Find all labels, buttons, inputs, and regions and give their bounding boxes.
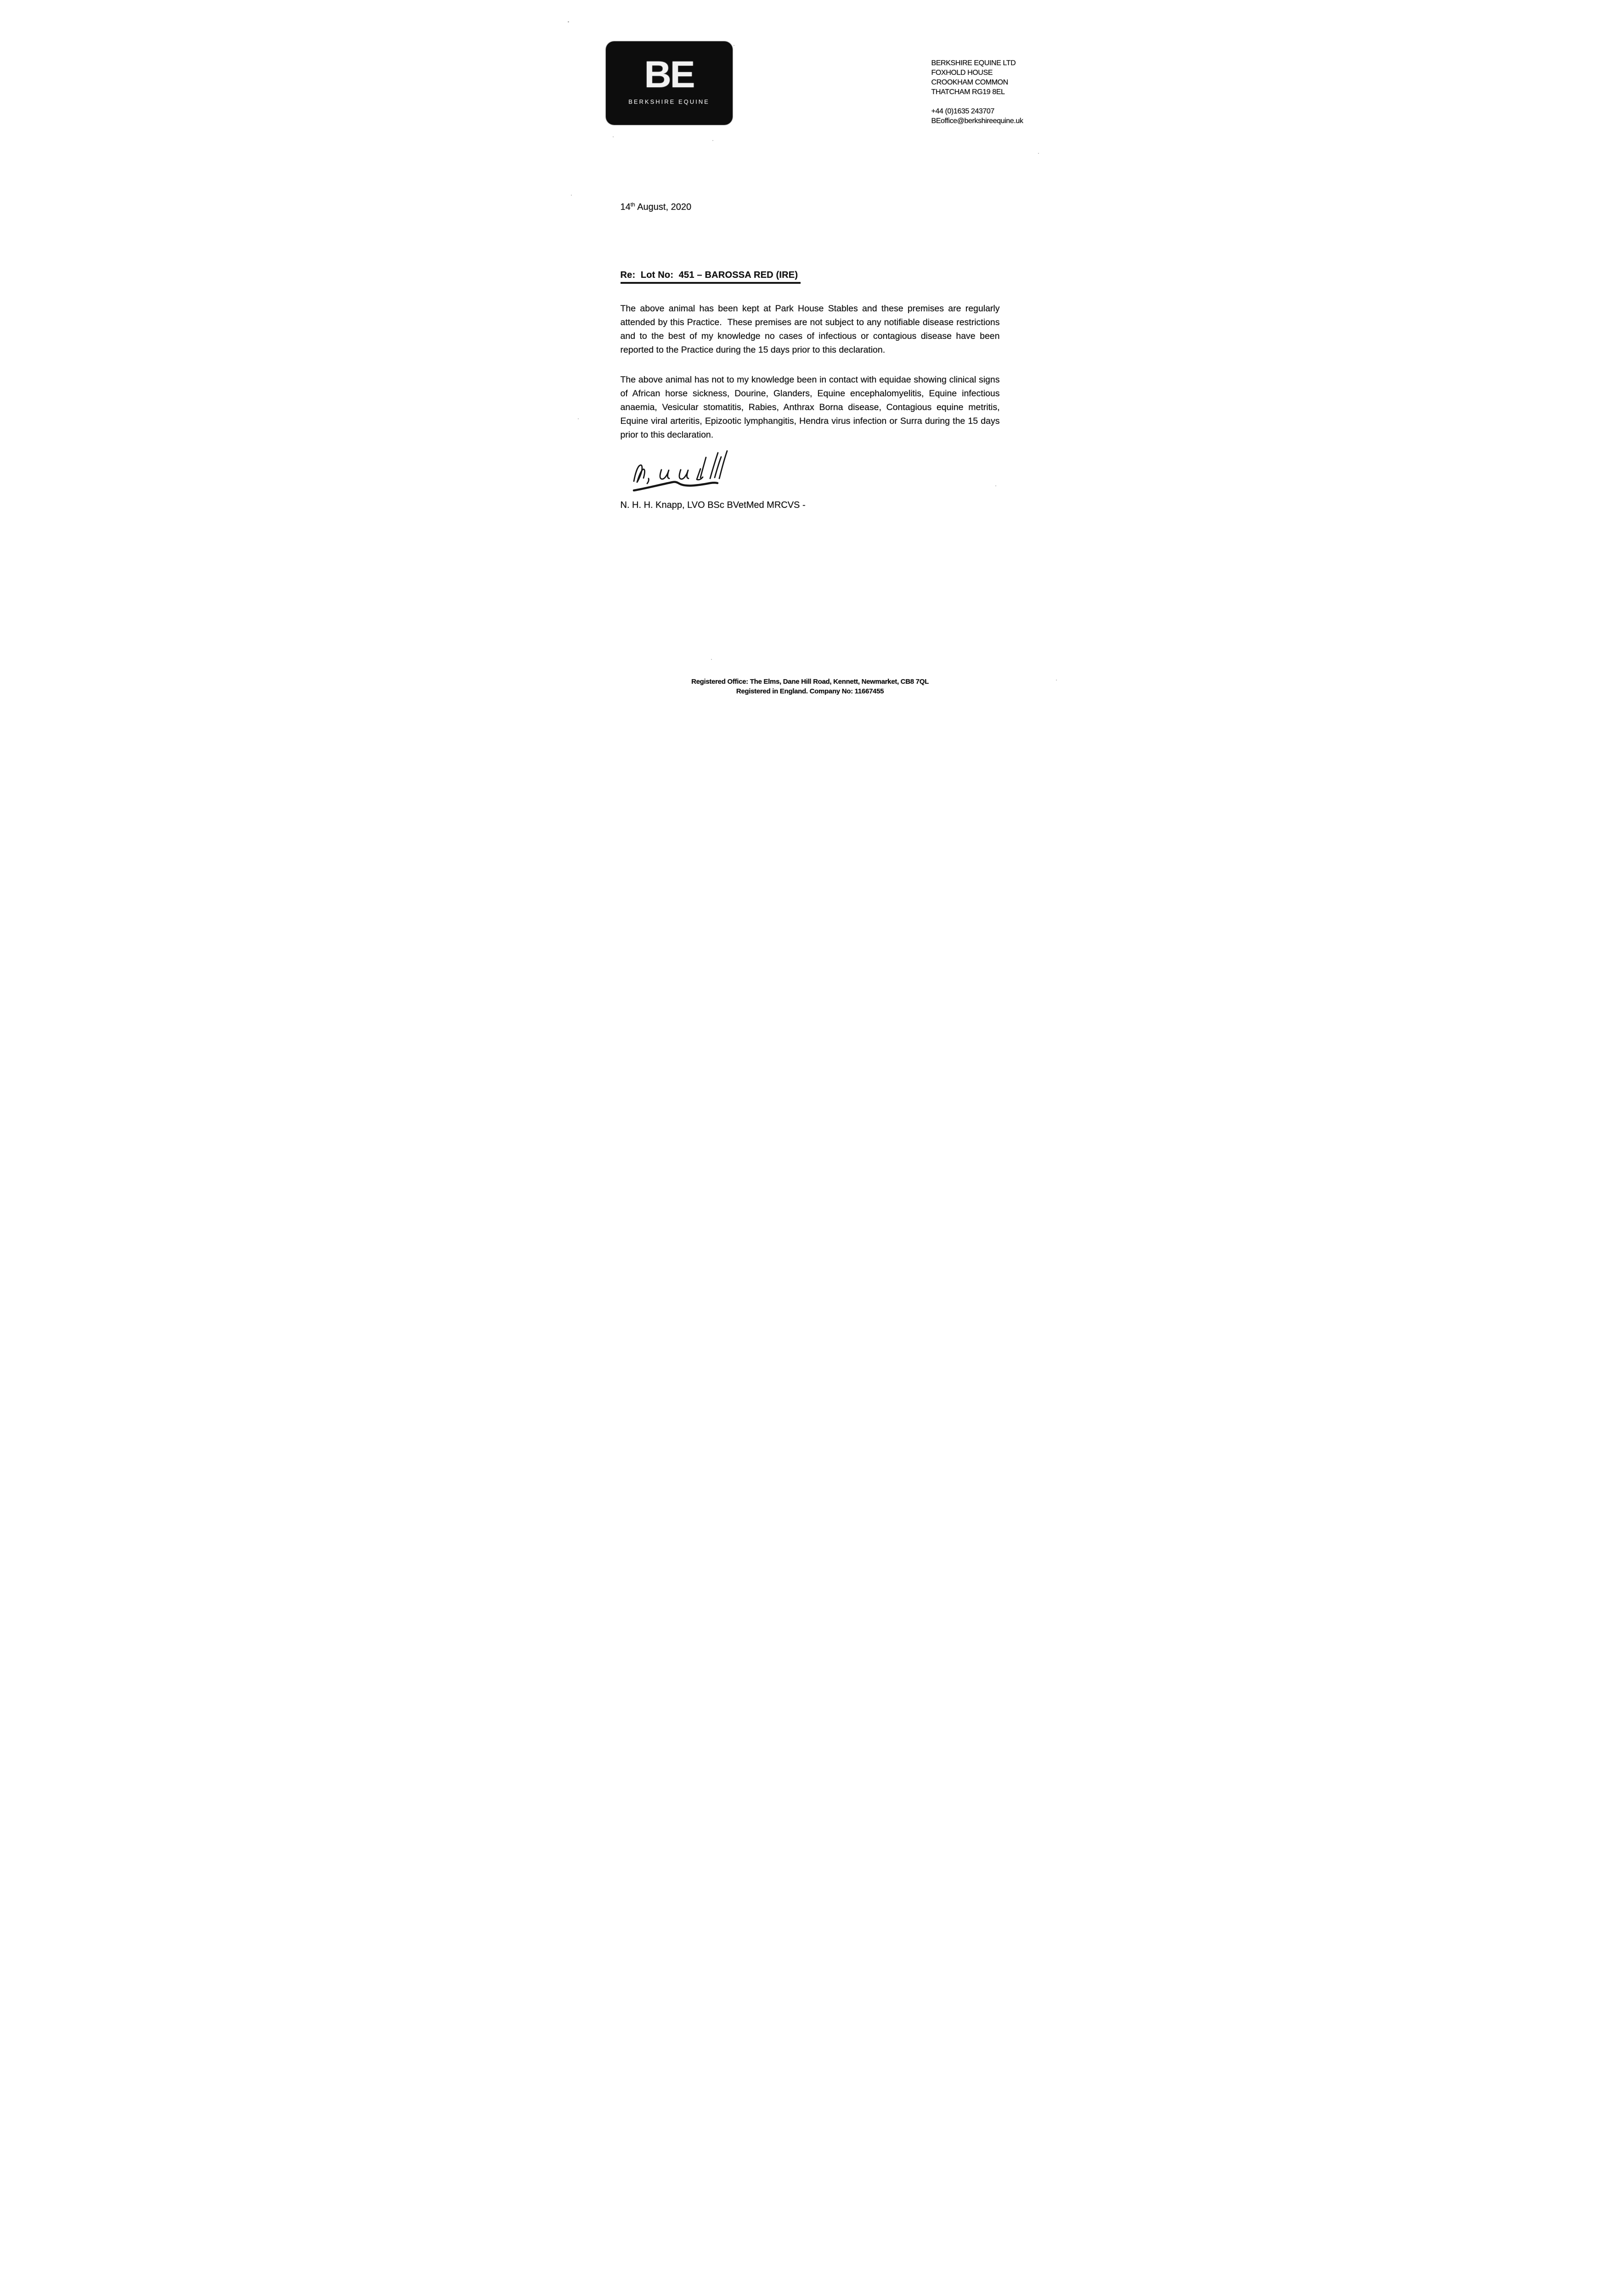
signature-stroke-comma — [647, 478, 649, 484]
body-paragraph-1: The above animal has been kept at Park House Stables and these premises are regularly attended by this Practice. These premises are not subject to any notifiable disease restrictions and to the best of my knowledge no cases of infectious or contagious disease have been reported to the Practice during the 15 days prior to this declaration. — [620, 304, 1002, 355]
scan-speck — [1056, 680, 1057, 681]
date-ordinal: th — [630, 201, 635, 208]
signature-stroke-u1 — [660, 470, 669, 479]
signature-stroke-u2 — [679, 470, 688, 479]
signatory-name: N. H. H. Knapp, LVO BSc BVetMed MRCVS - — [620, 500, 806, 510]
signature-underline — [634, 482, 717, 490]
scan-speck — [1038, 153, 1039, 154]
company-name: BERKSHIRE EQUINE LTD — [931, 59, 1016, 67]
signature-stroke-m1 — [710, 453, 718, 478]
scan-speck — [571, 195, 572, 196]
signature-stroke-n — [634, 465, 645, 482]
scan-speck — [711, 659, 712, 660]
footer — [558, 677, 1063, 696]
berkshire-equine-logo — [606, 41, 733, 125]
letterhead-address-block — [931, 58, 1023, 126]
signature-stroke-m3 — [719, 451, 727, 478]
scan-speck — [995, 485, 996, 486]
address-line: CROOKHAM COMMON — [931, 79, 1008, 86]
scan-speck — [613, 136, 614, 137]
subject-line: Re: Lot No: 451 – BAROSSA RED (IRE) — [621, 270, 801, 284]
address-line: FOXHOLD HOUSE — [931, 69, 993, 77]
logo-wordmark: BERKSHIRE EQUINE — [628, 98, 710, 105]
date-rest: August, 2020 — [635, 202, 692, 212]
logo-monogram: BE — [644, 54, 694, 96]
signature-stroke-il — [697, 457, 706, 480]
scan-speck — [578, 418, 579, 419]
body-paragraph-2: The above animal has not to my knowledge been in contact with equidae showing clinical signs of African horse sickness, Dourine, Glanders, Equine encephalomyelitis, Equine infectious anaemia, Vesicular stomatitis, Rabies, Anthrax Borna disease, Contagious equine metritis, Equine viral arteritis, Epizootic lymphangitis, Hendra virus infection or Surra during the 15 days prior to this declaration. — [620, 375, 1002, 440]
scanned-letter-page — [558, 0, 1063, 716]
date-day: 14 — [620, 202, 631, 212]
phone-number: +44 (0)1635 243707 — [931, 107, 994, 115]
email-address: BEoffice@berkshireequine.uk — [931, 117, 1023, 125]
scan-speck — [568, 21, 569, 23]
address-line: THATCHAM RG19 8EL — [931, 88, 1005, 96]
letter-date — [621, 202, 692, 213]
signature-scrawl — [631, 446, 769, 494]
scan-speck — [712, 140, 713, 141]
registered-office-line: Registered Office: The Elms, Dane Hill Road, Kennett, Newmarket, CB8 7QL — [691, 678, 929, 686]
company-registration-line: Registered in England. Company No: 11667455 — [736, 687, 884, 695]
